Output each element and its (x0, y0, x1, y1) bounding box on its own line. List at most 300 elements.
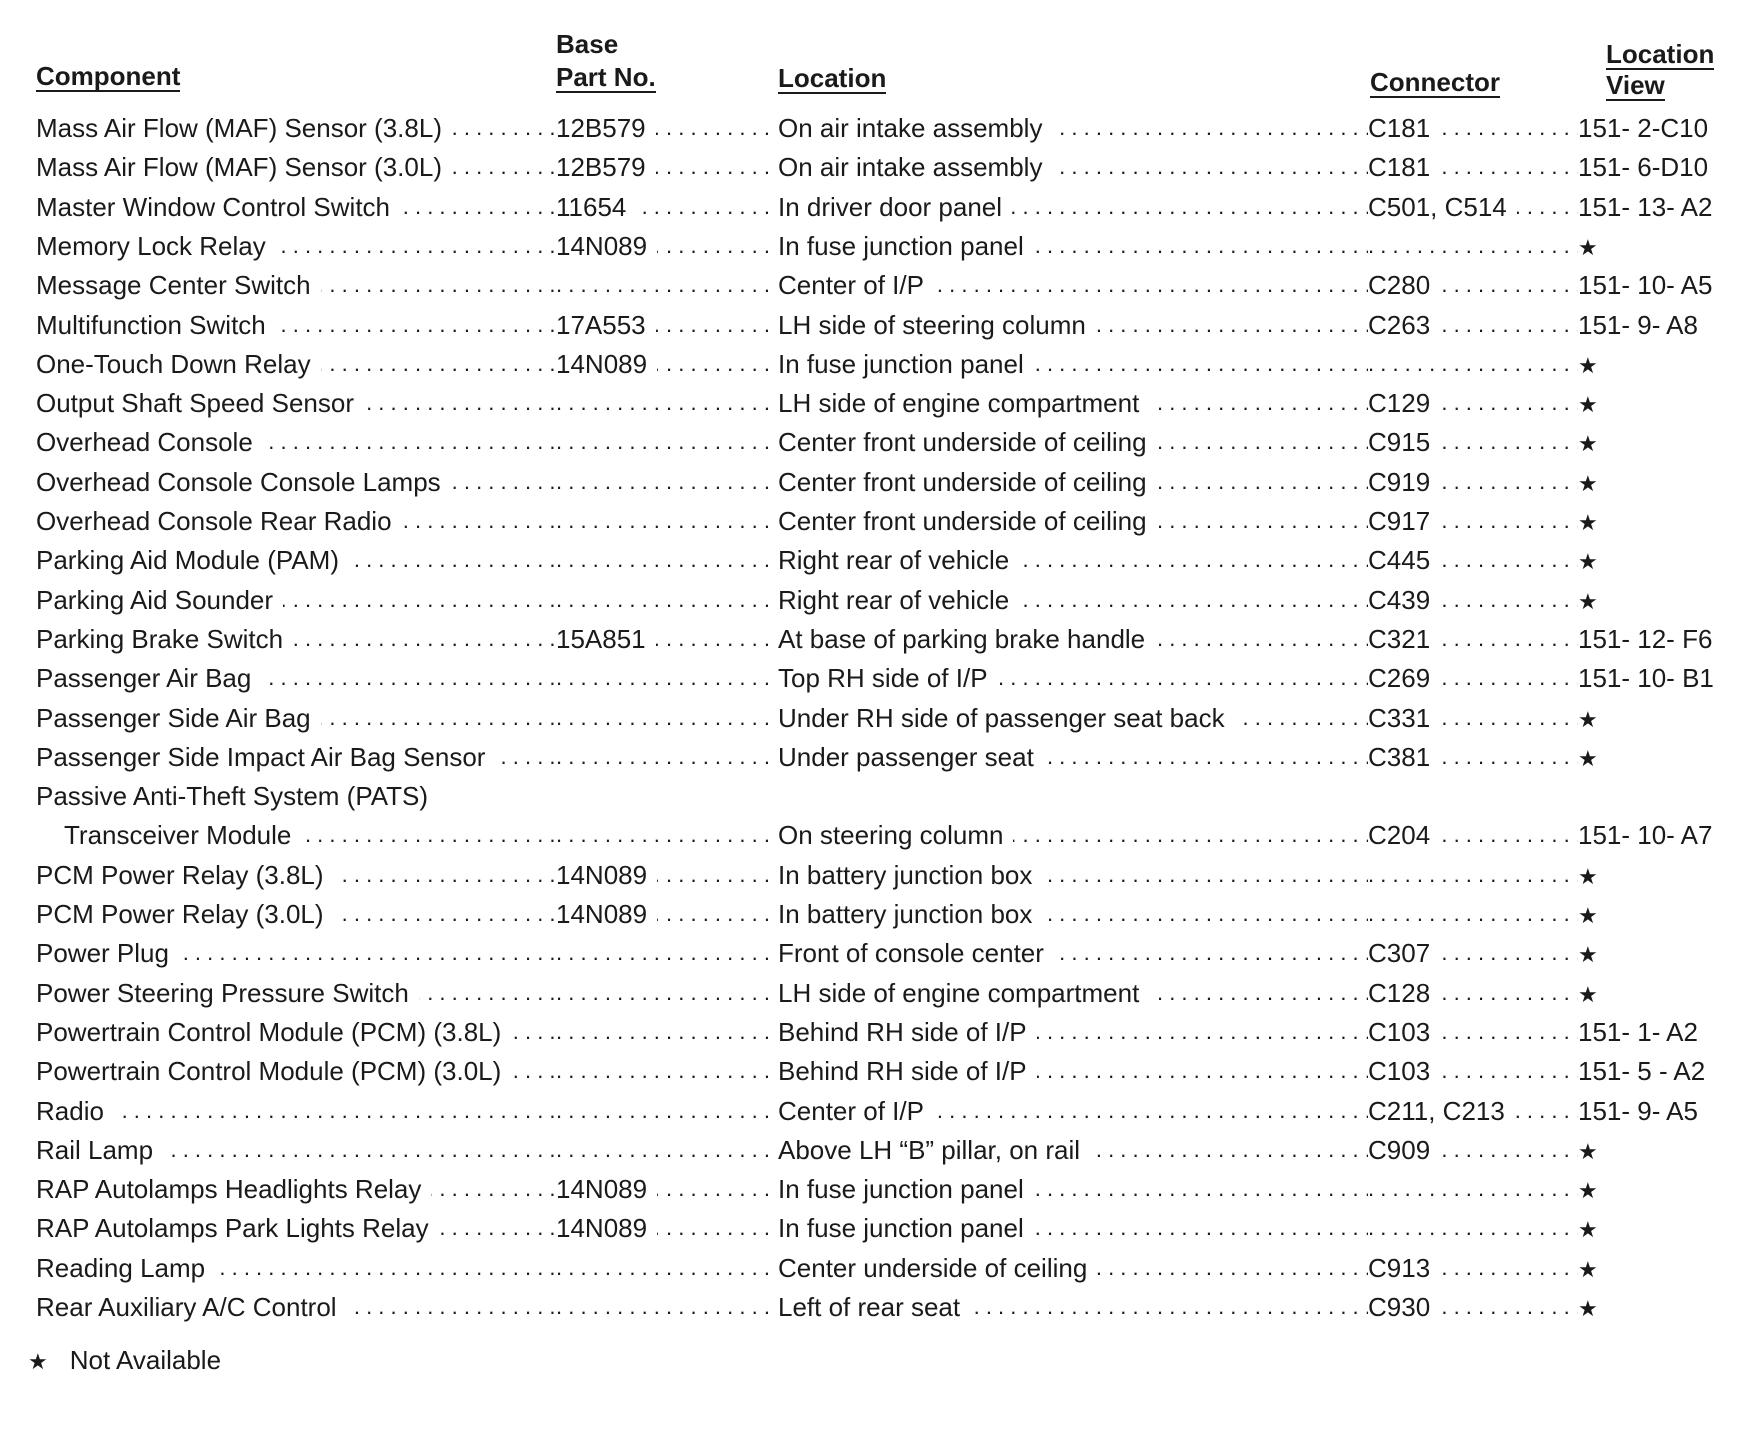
location-cell-text: Top RH side of I/P (778, 658, 998, 698)
component-cell (36, 305, 556, 345)
component-cell-text: Passenger Side Impact Air Bag Sensor (36, 737, 495, 777)
component-cell-text: Power Plug (36, 933, 179, 973)
component-cell (36, 698, 556, 738)
location-view-cell (1578, 226, 1738, 266)
connector-cell-text: C280 (1368, 265, 1440, 305)
table-row (0, 698, 1738, 738)
component-cell-text: Multifunction Switch (36, 305, 276, 345)
table-row (0, 1287, 1738, 1327)
connector-cell-text: C204 (1368, 815, 1440, 855)
part-number-cell (556, 1287, 778, 1327)
location-cell (778, 422, 1368, 462)
connector-cell (1368, 698, 1578, 738)
location-cell (778, 108, 1368, 148)
location-cell-text: LH side of engine compartment (778, 973, 1149, 1013)
location-view-cell (1578, 815, 1738, 855)
location-cell-text: LH side of engine compartment (778, 383, 1149, 423)
part-number-cell (556, 305, 778, 345)
location-cell-text: Center of I/P (778, 1091, 934, 1131)
location-cell-text: Center front underside of ceiling (778, 462, 1157, 502)
component-cell (36, 933, 556, 973)
part-number-cell (556, 1012, 778, 1052)
header-location (778, 62, 886, 95)
table-row (0, 815, 1738, 855)
header-part-no-top: Base (556, 29, 619, 59)
location-cell (778, 580, 1368, 620)
connector-cell (1368, 658, 1578, 698)
location-view-cell-text: 151- 9- A5 (1578, 1096, 1708, 1126)
table-row (0, 1130, 1738, 1170)
connector-cell-text: C381 (1368, 737, 1440, 777)
location-cell (778, 1208, 1368, 1248)
location-cell-text: Front of console center (778, 933, 1054, 973)
part-number-cell (556, 1051, 778, 1091)
location-cell-text: Center front underside of ceiling (778, 422, 1157, 462)
location-cell (778, 501, 1368, 541)
connector-cell (1368, 1248, 1578, 1288)
location-cell-text: In fuse junction panel (778, 1169, 1034, 1209)
component-cell (36, 1012, 556, 1052)
location-view-cell (1578, 422, 1738, 462)
connector-cell (1368, 933, 1578, 973)
component-cell-text: Parking Brake Switch (36, 619, 293, 659)
star-icon: ★ (1578, 942, 1608, 967)
part-number-cell (556, 462, 778, 502)
location-view-cell (1578, 894, 1738, 934)
location-cell-text: In fuse junction panel (778, 1208, 1034, 1248)
part-number-cell (556, 344, 778, 384)
location-view-cell (1578, 933, 1738, 973)
connector-cell-text: C445 (1368, 540, 1440, 580)
component-cell (36, 501, 556, 541)
location-cell (778, 1248, 1368, 1288)
star-icon: ★ (1578, 510, 1608, 535)
table-row (0, 305, 1738, 345)
part-number-cell (556, 147, 778, 187)
connector-cell-text: C181 (1368, 108, 1440, 148)
star-icon: ★ (1578, 1178, 1608, 1203)
component-cell-text: Passive Anti-Theft System (PATS) (36, 781, 438, 811)
header-part-no-label: Part No. (556, 62, 656, 92)
location-view-cell (1578, 462, 1738, 502)
location-cell (778, 1287, 1368, 1327)
connector-cell (1368, 344, 1578, 384)
footnote (28, 1340, 221, 1382)
star-icon: ★ (1578, 903, 1608, 928)
location-view-cell-text: 151- 12- F6 (1578, 624, 1722, 654)
connector-cell (1368, 1012, 1578, 1052)
location-view-cell (1578, 776, 1738, 816)
part-number-cell (556, 737, 778, 777)
table-row (0, 540, 1738, 580)
connector-cell (1368, 1091, 1578, 1131)
location-cell-text: Center underside of ceiling (778, 1248, 1097, 1288)
table-row (0, 1208, 1738, 1248)
location-view-cell-text: 151- 2-C10 (1578, 113, 1718, 143)
header-component (36, 60, 180, 93)
location-view-cell-text: 151- 13- A2 (1578, 192, 1722, 222)
star-icon: ★ (1578, 471, 1608, 496)
location-view-cell (1578, 305, 1738, 345)
location-view-cell (1578, 737, 1738, 777)
location-cell (778, 1169, 1368, 1209)
part-number-cell (556, 815, 778, 855)
location-cell-text: Center front underside of ceiling (778, 501, 1157, 541)
connector-cell-text: C915 (1368, 422, 1440, 462)
component-cell (36, 422, 556, 462)
component-cell (36, 147, 556, 187)
part-number-cell (556, 658, 778, 698)
connector-cell (1368, 422, 1578, 462)
component-cell (36, 344, 556, 384)
component-cell-text: Power Steering Pressure Switch (36, 973, 419, 1013)
part-number-cell-text: 14N089 (556, 855, 657, 895)
component-cell (36, 108, 556, 148)
location-cell-text: Under RH side of passenger seat back (778, 698, 1235, 738)
location-cell-text: Above LH “B” pillar, on rail (778, 1130, 1090, 1170)
table-row (0, 187, 1738, 227)
component-cell-text: Overhead Console Rear Radio (36, 501, 402, 541)
connector-cell (1368, 894, 1578, 934)
location-cell (778, 344, 1368, 384)
location-view-cell-text: 151- 10- B1 (1578, 663, 1724, 693)
connector-cell (1368, 305, 1578, 345)
location-cell (778, 265, 1368, 305)
location-view-cell-text: 151- 10- A7 (1578, 820, 1722, 850)
component-cell-text: Rail Lamp (36, 1130, 163, 1170)
part-number-cell-text: 14N089 (556, 894, 657, 934)
component-cell-text: Mass Air Flow (MAF) Sensor (3.0L) (36, 147, 452, 187)
location-view-cell-text: 151- 6-D10 (1578, 152, 1718, 182)
location-view-cell (1578, 344, 1738, 384)
connector-cell-text: C439 (1368, 580, 1440, 620)
component-cell-text: Parking Aid Module (PAM) (36, 540, 349, 580)
location-view-cell (1578, 619, 1738, 659)
table-row (0, 1012, 1738, 1052)
connector-cell (1368, 580, 1578, 620)
connector-cell (1368, 619, 1578, 659)
location-view-cell (1578, 973, 1738, 1013)
location-cell-text: In driver door panel (778, 187, 1012, 227)
connector-cell (1368, 501, 1578, 541)
star-icon: ★ (1578, 392, 1608, 417)
star-icon: ★ (1578, 1257, 1608, 1282)
location-cell (778, 540, 1368, 580)
component-cell (36, 1248, 556, 1288)
part-number-cell-text: 12B579 (556, 108, 656, 148)
location-view-cell (1578, 265, 1738, 305)
part-number-cell (556, 1248, 778, 1288)
connector-cell (1368, 226, 1578, 266)
component-cell-text: Message Center Switch (36, 265, 321, 305)
component-cell-text: Radio (36, 1091, 114, 1131)
part-number-cell (556, 226, 778, 266)
part-number-cell-text: 15A851 (556, 619, 656, 659)
connector-cell-text: C913 (1368, 1248, 1440, 1288)
table-row (0, 973, 1738, 1013)
connector-cell-text: C501, C514 (1368, 187, 1517, 227)
part-number-cell-text: 11654 (556, 187, 636, 227)
location-cell (778, 383, 1368, 423)
location-view-cell (1578, 540, 1738, 580)
part-number-cell-text: 14N089 (556, 344, 657, 384)
component-cell (36, 383, 556, 423)
component-cell (36, 658, 556, 698)
part-number-cell (556, 1130, 778, 1170)
location-cell (778, 147, 1368, 187)
component-cell (36, 973, 556, 1013)
table-row (0, 226, 1738, 266)
header-location-view-top: Location (1606, 39, 1715, 69)
location-cell-text: Under passenger seat (778, 737, 1044, 777)
connector-cell (1368, 776, 1578, 816)
part-number-cell (556, 1091, 778, 1131)
part-number-cell (556, 1169, 778, 1209)
connector-cell-text: C263 (1368, 305, 1440, 345)
location-view-cell (1578, 1130, 1738, 1170)
connector-cell-text: C103 (1368, 1051, 1440, 1091)
location-cell-text: On air intake assembly (778, 147, 1052, 187)
component-cell-text: Powertrain Control Module (PCM) (3.0L) (36, 1051, 511, 1091)
component-cell (36, 776, 556, 816)
connector-cell (1368, 1287, 1578, 1327)
location-cell (778, 776, 1368, 816)
location-view-cell (1578, 855, 1738, 895)
location-view-cell (1578, 501, 1738, 541)
table-row (0, 1051, 1738, 1091)
star-icon: ★ (1578, 1217, 1608, 1242)
table-row (0, 1169, 1738, 1209)
part-number-cell (556, 776, 778, 816)
location-cell (778, 226, 1368, 266)
table-row (0, 344, 1738, 384)
connector-cell (1368, 383, 1578, 423)
component-cell (36, 855, 556, 895)
part-number-cell (556, 383, 778, 423)
location-view-cell-text: 151- 9- A8 (1578, 310, 1708, 340)
component-cell-text: Reading Lamp (36, 1248, 215, 1288)
location-view-cell (1578, 1287, 1738, 1327)
location-view-cell (1578, 1051, 1738, 1091)
location-view-cell (1578, 1012, 1738, 1052)
table-row (0, 580, 1738, 620)
component-cell (36, 619, 556, 659)
table-row (0, 1248, 1738, 1288)
location-cell (778, 305, 1368, 345)
header-part-no (556, 28, 656, 94)
connector-cell-text: C103 (1368, 1012, 1440, 1052)
connector-cell (1368, 540, 1578, 580)
location-view-cell (1578, 1091, 1738, 1131)
star-icon: ★ (1578, 1296, 1608, 1321)
header-connector (1370, 66, 1500, 99)
header-connector-label: Connector (1370, 67, 1500, 97)
part-number-cell (556, 501, 778, 541)
component-cell (36, 1091, 556, 1131)
location-cell (778, 1012, 1368, 1052)
component-cell-text: Passenger Air Bag (36, 658, 261, 698)
part-number-cell-text: 12B579 (556, 147, 656, 187)
table-row (0, 658, 1738, 698)
part-number-cell (556, 894, 778, 934)
component-cell (36, 1208, 556, 1248)
connector-cell-text: C269 (1368, 658, 1440, 698)
connector-cell-text: C930 (1368, 1287, 1440, 1327)
part-number-cell (556, 1208, 778, 1248)
star-icon: ★ (1578, 589, 1608, 614)
location-view-cell (1578, 108, 1738, 148)
location-view-cell (1578, 147, 1738, 187)
star-icon: ★ (1578, 549, 1608, 574)
location-cell-text: Behind RH side of I/P (778, 1012, 1037, 1052)
component-cell (36, 187, 556, 227)
part-number-cell (556, 580, 778, 620)
connector-cell (1368, 265, 1578, 305)
header-location-view-bottom: View (1606, 70, 1665, 100)
component-cell (36, 265, 556, 305)
component-cell (36, 1051, 556, 1091)
component-cell (36, 1287, 556, 1327)
location-view-cell (1578, 1248, 1738, 1288)
star-icon: ★ (28, 1349, 48, 1374)
component-cell-text: Master Window Control Switch (36, 187, 400, 227)
location-view-cell (1578, 187, 1738, 227)
location-view-cell (1578, 383, 1738, 423)
header-location-view (1606, 40, 1714, 101)
location-cell (778, 698, 1368, 738)
location-cell-text: In battery junction box (778, 894, 1042, 934)
location-cell-text: In fuse junction panel (778, 226, 1034, 266)
connector-cell-text: C211, C213 (1368, 1091, 1515, 1131)
location-cell (778, 1051, 1368, 1091)
location-view-cell-text: 151- 5 - A2 (1578, 1056, 1715, 1086)
table-row (0, 383, 1738, 423)
connector-cell-text: C917 (1368, 501, 1440, 541)
location-cell (778, 973, 1368, 1013)
table-row (0, 619, 1738, 659)
connector-cell-text: C909 (1368, 1130, 1440, 1170)
table-row (0, 147, 1738, 187)
location-cell (778, 855, 1368, 895)
table-row (0, 776, 1738, 816)
part-number-cell (556, 265, 778, 305)
connector-cell-text: C129 (1368, 383, 1440, 423)
location-cell-text: At base of parking brake handle (778, 619, 1155, 659)
table-row (0, 933, 1738, 973)
component-cell-text: Parking Aid Sounder (36, 580, 283, 620)
component-cell-text: One-Touch Down Relay (36, 344, 321, 384)
star-icon: ★ (1578, 982, 1608, 1007)
table-row (0, 422, 1738, 462)
location-cell (778, 737, 1368, 777)
connector-cell (1368, 1208, 1578, 1248)
component-cell (36, 226, 556, 266)
connector-cell (1368, 973, 1578, 1013)
table-row (0, 108, 1738, 148)
part-number-cell-text: 17A553 (556, 305, 656, 345)
component-cell-text: Rear Auxiliary A/C Control (36, 1287, 347, 1327)
location-cell-text: On air intake assembly (778, 108, 1052, 148)
component-cell-text: Overhead Console Console Lamps (36, 462, 451, 502)
location-cell (778, 933, 1368, 973)
part-number-cell (556, 973, 778, 1013)
component-cell (36, 462, 556, 502)
table-row (0, 501, 1738, 541)
part-number-cell (556, 855, 778, 895)
star-icon: ★ (1578, 353, 1608, 378)
location-view-cell (1578, 580, 1738, 620)
part-number-cell (556, 540, 778, 580)
header-location-label: Location (778, 63, 887, 93)
connector-cell (1368, 855, 1578, 895)
location-cell (778, 187, 1368, 227)
part-number-cell (556, 698, 778, 738)
table-row (0, 894, 1738, 934)
footnote-text: Not Available (69, 1345, 222, 1375)
connector-cell (1368, 815, 1578, 855)
connector-cell-text: C128 (1368, 973, 1440, 1013)
table-row (0, 462, 1738, 502)
location-cell (778, 1130, 1368, 1170)
location-cell-text: In battery junction box (778, 855, 1042, 895)
component-cell-text: Output Shaft Speed Sensor (36, 383, 364, 423)
location-cell (778, 1091, 1368, 1131)
part-number-cell (556, 933, 778, 973)
part-number-cell (556, 422, 778, 462)
star-icon: ★ (1578, 746, 1608, 771)
component-cell (36, 1169, 556, 1209)
location-view-cell (1578, 1208, 1738, 1248)
location-view-cell (1578, 698, 1738, 738)
component-cell-text: RAP Autolamps Headlights Relay (36, 1169, 431, 1209)
table-row (0, 855, 1738, 895)
star-icon: ★ (1578, 431, 1608, 456)
location-cell-text: In fuse junction panel (778, 344, 1034, 384)
star-icon: ★ (1578, 235, 1608, 260)
location-view-cell (1578, 1169, 1738, 1209)
component-cell (36, 580, 556, 620)
location-view-cell (1578, 658, 1738, 698)
component-cell-text: RAP Autolamps Park Lights Relay (36, 1208, 439, 1248)
component-cell-text: Transceiver Module (36, 815, 301, 855)
component-cell-text: Mass Air Flow (MAF) Sensor (3.8L) (36, 108, 452, 148)
part-number-cell (556, 108, 778, 148)
connector-cell (1368, 187, 1578, 227)
table-row (0, 737, 1738, 777)
connector-cell (1368, 108, 1578, 148)
component-cell-text: Overhead Console (36, 422, 263, 462)
location-cell-text: Behind RH side of I/P (778, 1051, 1037, 1091)
location-cell (778, 894, 1368, 934)
component-cell (36, 894, 556, 934)
connector-cell (1368, 1051, 1578, 1091)
component-cell-text: PCM Power Relay (3.8L) (36, 855, 334, 895)
component-cell-text: PCM Power Relay (3.0L) (36, 894, 334, 934)
component-cell (36, 540, 556, 580)
connector-cell-text: C181 (1368, 147, 1440, 187)
connector-cell (1368, 1130, 1578, 1170)
connector-cell-text: C307 (1368, 933, 1440, 973)
location-cell-text: Right rear of vehicle (778, 580, 1019, 620)
star-icon: ★ (1578, 1139, 1608, 1164)
location-cell-text: LH side of steering column (778, 305, 1096, 345)
location-cell (778, 658, 1368, 698)
location-cell-text: Right rear of vehicle (778, 540, 1019, 580)
table-row (0, 1091, 1738, 1131)
part-number-cell-text: 14N089 (556, 1208, 657, 1248)
star-icon: ★ (1578, 707, 1608, 732)
location-cell (778, 815, 1368, 855)
